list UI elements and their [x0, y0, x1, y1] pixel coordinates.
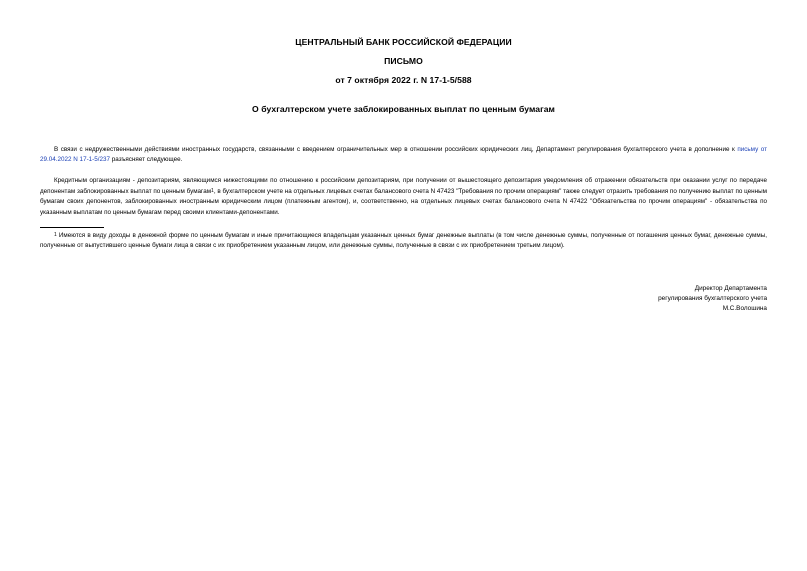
paragraph-1-text-start: В связи с недружественными действиями иностранных государств, связанными с введением ограничительных мер в отношении российских юридических лиц, Департамент регулирования бухгалтерского учета в дополнение к	[54, 146, 738, 153]
signature-position: Директор Департамента	[694, 285, 767, 292]
issuer-title: ЦЕНТРАЛЬНЫЙ БАНК РОССИЙСКОЙ ФЕДЕРАЦИИ	[295, 37, 512, 47]
footnote-reference[interactable]: 1	[211, 188, 214, 195]
paragraph-1	[40, 145, 767, 165]
footnote-mark: 1	[54, 232, 57, 238]
signature-block	[658, 284, 767, 315]
paragraph-1-text-end: разъясняет следующее.	[110, 156, 183, 164]
footnote	[40, 230, 767, 251]
document-subject: О бухгалтерском учете заблокированных выплат по ценным бумагам	[252, 104, 555, 114]
document-type: ПИСЬМО	[384, 56, 423, 66]
paragraph-2-text-end: , в бухгалтерском учете на отдельных лицевых счетах балансового счета N 47423 "Требования по прочим операциям" также следует отразить требования по получению выплат по ценным бумагам своих депонентов, заблокированных иностранным юридическим лицом (платежным агентом), и, соответственно, на отдельных лицевых счетах балансового счета N 47422 "Обязательства по прочим операциям" - обязательства по указанным выплатам по ценным бумагам перед своими клиентами-депонентами.	[40, 188, 767, 216]
paragraph-2-text-start: Кредитным организациям - депозитариям, являющимся нижестоящими по отношению к российским депозитариям, при получении от вышестоящего депозитария уведомления об отражении обязательств при оказании услуг по передаче депонентам заблокированных выплат по ценным бумагам	[40, 177, 767, 196]
document-date-number: от 7 октября 2022 г. N 17-1-5/588	[335, 75, 472, 85]
footnote-text: Имеются в виду доходы в денежной форме по ценным бумагам и иные причитающиеся владельцам указанных ценных бумаг денежные выплаты (в том числе денежные суммы, полученные от погашения ценных бумаг, денежные суммы, полученные от выпустившего ценные бумаги лица в связи с их приобретением указанным лицом, или денежные суммы, полученные в связи с их приобретением третьим лицом).	[40, 232, 767, 250]
referenced-letter-link[interactable]: письму от 29.04.2022 N 17-1-5/237	[40, 146, 767, 164]
signature-department: регулирования бухгалтерского учета	[658, 295, 767, 303]
paragraph-2	[40, 176, 767, 218]
signature-name: М.С.Волошина	[722, 305, 767, 313]
footnote-divider	[40, 227, 104, 228]
